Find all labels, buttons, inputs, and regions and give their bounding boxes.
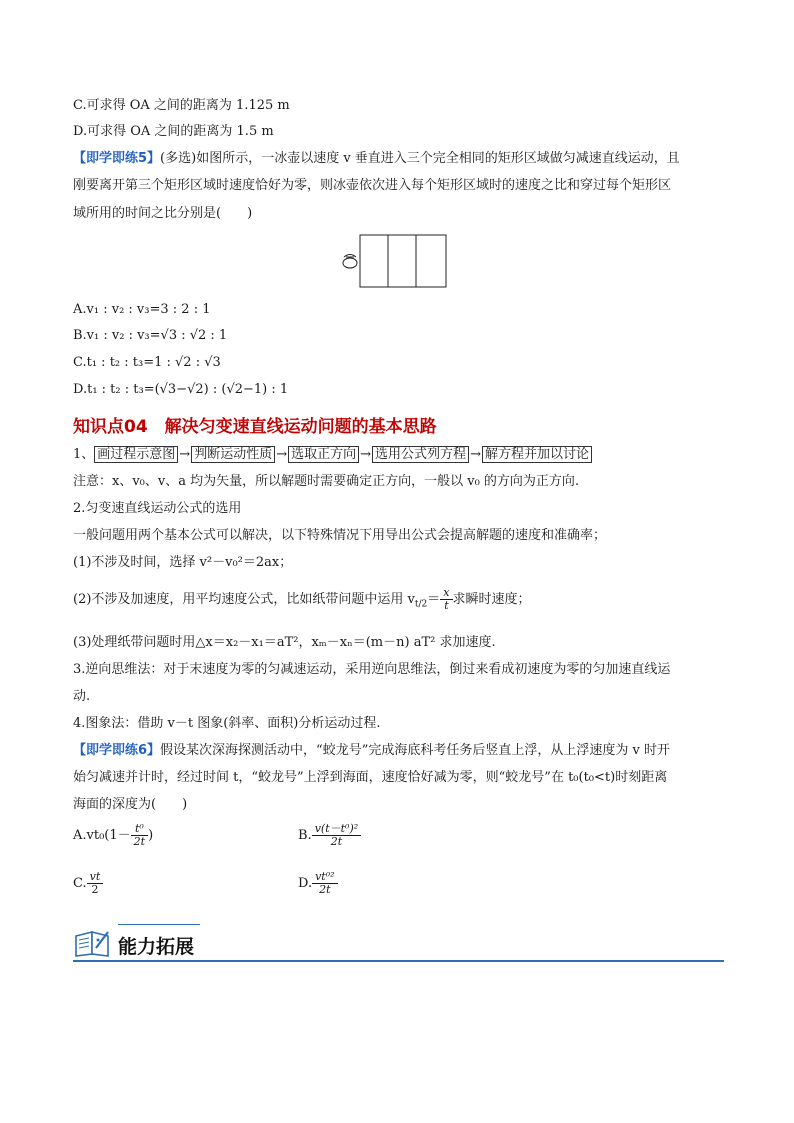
formula-2-text-c: 求瞬时速度； (452, 592, 531, 607)
exercise-6-option-c (73, 871, 103, 896)
frac-den: 2t (319, 883, 331, 896)
formula-2-eq: ＝ (427, 592, 441, 607)
formula-3: (3)处理纸带问题时用△x＝x₂－x₁＝aT²，xₘ－xₙ＝(m－n) aT² 求加速度. (73, 635, 496, 650)
option-c-prefix: C. (73, 876, 87, 891)
curling-diagram (338, 232, 450, 290)
option-c: C.可求得 OA 之间的距离为 1.125 m (73, 98, 290, 113)
arrow-icon: → (179, 447, 191, 462)
arrow-icon: → (360, 447, 372, 462)
exercise-6-option-d (298, 871, 338, 896)
exercise-6-tag: 【即学即练6】 (73, 743, 161, 758)
section-2-heading: 2.匀变速直线运动公式的选用 (73, 501, 242, 516)
curling-stone-icon (343, 255, 357, 269)
option-a-prefix: A.vt₀(1－ (73, 828, 131, 843)
section-title: 能力拓展 (118, 936, 195, 958)
option-d: D.可求得 OA 之间的距离为 1.5 m (73, 124, 274, 139)
frac-den: 2t (330, 835, 343, 848)
arrow-icon: → (470, 447, 481, 462)
step-1: 画过程示意图 (94, 446, 178, 463)
fraction-x-over-t (440, 587, 452, 612)
exercise-6-text-2: 始匀减速并计时，经过时间 t，“蛟龙号”上浮到海面，速度恰好减为零，则“蛟龙号”在 t₀(t₀<t)时刻距离 (73, 770, 668, 785)
step-5: 解方程并加以讨论 (482, 446, 592, 463)
frac-den: 2t (133, 835, 146, 848)
section-3-line-2: 动. (73, 689, 91, 704)
frac-num: t⁰ (131, 823, 148, 836)
exercise-5-option-c: C.t₁ : t₂ : t₃=1 : √2 : √3 (73, 355, 221, 370)
exercise-5-option-d: D.t₁ : t₂ : t₃=(√3−√2) : (√2−1) : 1 (73, 382, 289, 397)
step-3: 选取正方向 (288, 446, 359, 463)
frac-num: v(t－t⁰)² (312, 823, 361, 836)
formula-2 (73, 586, 724, 619)
exercise-5-text-2: 刚要离开第三个矩形区域时速度恰好为零，则冰壶依次进入每个矩形区域时的速度之比和穿过每个矩形区 (73, 178, 672, 193)
section-4: 4.图象法：借助 v－t 图象(斜率、面积)分析运动过程. (73, 716, 381, 731)
exercise-6-option-a (73, 823, 153, 848)
option-a-fraction (131, 823, 148, 848)
exercise-5-option-b: B.v₁ : v₂ : v₃=√3 : √2 : 1 (73, 328, 228, 343)
section-3-line-1: 3.逆向思维法：对于末速度为零的匀减速运动，采用逆向思维法，倒过来看成初速度为零的匀加速直线运 (73, 662, 671, 677)
option-d-prefix: D. (298, 876, 313, 891)
rect-region-1 (360, 235, 388, 287)
section-rule (73, 960, 724, 962)
option-b-prefix: B. (298, 828, 312, 843)
frac-num: x (440, 587, 452, 600)
note-line: 注意：x、v₀、v、a 均为矢量，所以解题时需要确定正方向，一般以 v₀ 的方向为正方向. (73, 474, 580, 489)
formula-2-sub: t/2 (414, 599, 428, 610)
exercise-6-text-1: 假设某次深海探测活动中，“蛟龙号”完成海底科考任务后竖直上浮，从上浮速度为 v 时开 (160, 743, 670, 758)
exercise-5-line-1 (73, 149, 724, 169)
exercise-6-option-b (298, 823, 361, 848)
exercise-5-option-a: A.v₁ : v₂ : v₃=3 : 2 : 1 (73, 302, 211, 317)
formula-2-text-a: (2)不涉及加速度，用平均速度公式，比如纸带问题中运用 v (73, 592, 415, 607)
formula-1: (1)不涉及时间，选择 v²－v₀²＝2ax； (73, 555, 293, 570)
rect-region-3 (416, 235, 446, 287)
frac-num: vt (87, 871, 104, 884)
step-2: 判断运动性质 (191, 446, 275, 463)
exercise-5-text-1: (多选)如图所示，一冰壶以速度 v 垂直进入三个完全相同的矩形区域做匀减速直线运动，且 (160, 151, 680, 166)
steps-prefix: 1、 (73, 447, 95, 462)
knowledge-point-title: 知识点04 解决匀变速直线运动问题的基本思路 (73, 417, 437, 437)
exercise-5-tag: 【即学即练5】 (73, 151, 161, 166)
frac-den: 2 (91, 883, 99, 896)
option-d-fraction (312, 871, 337, 896)
frac-num: vt⁰² (312, 871, 337, 884)
section-2-desc: 一般问题用两个基本公式可以解决，以下特殊情况下用导出公式会提高解题的速度和准确率； (73, 528, 607, 543)
frac-den: t (444, 599, 449, 612)
exercise-6-line-1 (73, 741, 724, 761)
exercise-5-text-3: 域所用的时间之比分别是( ) (73, 206, 253, 221)
solution-steps (73, 445, 724, 465)
exercise-6-text-3: 海面的深度为( ) (73, 797, 188, 812)
step-4: 选用公式列方程 (372, 446, 469, 463)
book-pen-icon (74, 928, 112, 958)
section-top-rule (118, 924, 200, 925)
arrow-icon: → (276, 447, 288, 462)
option-b-fraction (312, 823, 361, 848)
option-a-suffix: ) (148, 828, 154, 843)
rect-region-2 (388, 235, 416, 287)
option-c-fraction (87, 871, 104, 896)
